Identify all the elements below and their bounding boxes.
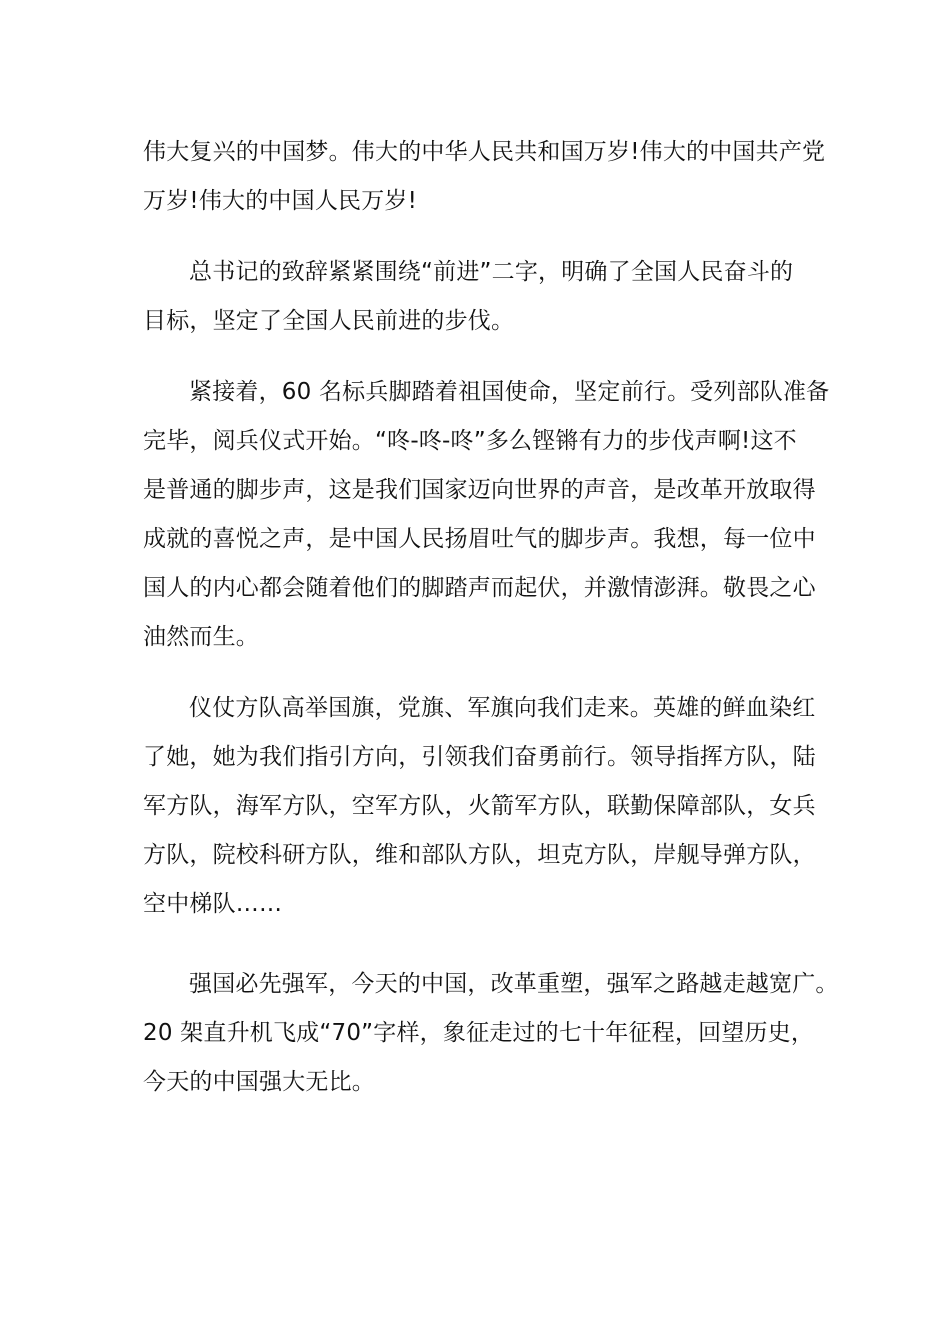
paragraph-2 bbox=[143, 248, 808, 346]
paragraph-line: 了她，她为我们指引方向，引领我们奋勇前行。领导指挥方队，陆 bbox=[143, 744, 816, 770]
paragraph-3 bbox=[143, 368, 830, 662]
paragraph-line: 总书记的致辞紧紧围绕“前进”二字，明确了全国人民奋斗的 bbox=[189, 259, 794, 285]
paragraph-line: 仪仗方队高举国旗，党旗、军旗向我们走来。英雄的鲜血染红 bbox=[189, 695, 816, 721]
paragraph-line: 空中梯队…… bbox=[143, 891, 283, 917]
paragraph-line: 油然而生。 bbox=[143, 624, 259, 650]
paragraph-line: 军方队，海军方队，空军方队，火箭军方队，联勤保障部队，女兵 bbox=[143, 793, 816, 819]
paragraph-line: 伟大复兴的中国梦。伟大的中华人民共和国万岁!伟大的中国共产党 bbox=[143, 139, 826, 165]
paragraph-line: 国人的内心都会随着他们的脚踏声而起伏，并激情澎湃。敬畏之心 bbox=[143, 575, 816, 601]
paragraph-line: 紧接着，60 名标兵脚踏着祖国使命，坚定前行。受列部队准备 bbox=[189, 379, 830, 405]
paragraph-line: 今天的中国强大无比。 bbox=[143, 1069, 375, 1095]
paragraph-4 bbox=[143, 684, 816, 929]
paragraph-line: 完毕，阅兵仪式开始。“咚-咚-咚”多么铿锵有力的步伐声啊!这不 bbox=[143, 428, 797, 454]
paragraph-line: 目标，坚定了全国人民前进的步伐。 bbox=[143, 308, 515, 334]
paragraph-line: 万岁!伟大的中国人民万岁! bbox=[143, 188, 418, 214]
paragraph-line: 强国必先强军，今天的中国，改革重塑，强军之路越走越宽广。 bbox=[189, 971, 839, 997]
paragraph-line: 方队，院校科研方队，维和部队方队，坦克方队，岸舰导弹方队， bbox=[143, 842, 816, 868]
paragraph-line: 成就的喜悦之声，是中国人民扬眉吐气的脚步声。我想，每一位中 bbox=[143, 526, 816, 552]
paragraph-line: 是普通的脚步声，这是我们国家迈向世界的声音，是改革开放取得 bbox=[143, 477, 816, 503]
paragraph-line: 20 架直升机飞成“70”字样，象征走过的七十年征程，回望历史， bbox=[143, 1020, 815, 1046]
paragraph-5 bbox=[143, 960, 839, 1107]
paragraph-1 bbox=[143, 128, 826, 226]
